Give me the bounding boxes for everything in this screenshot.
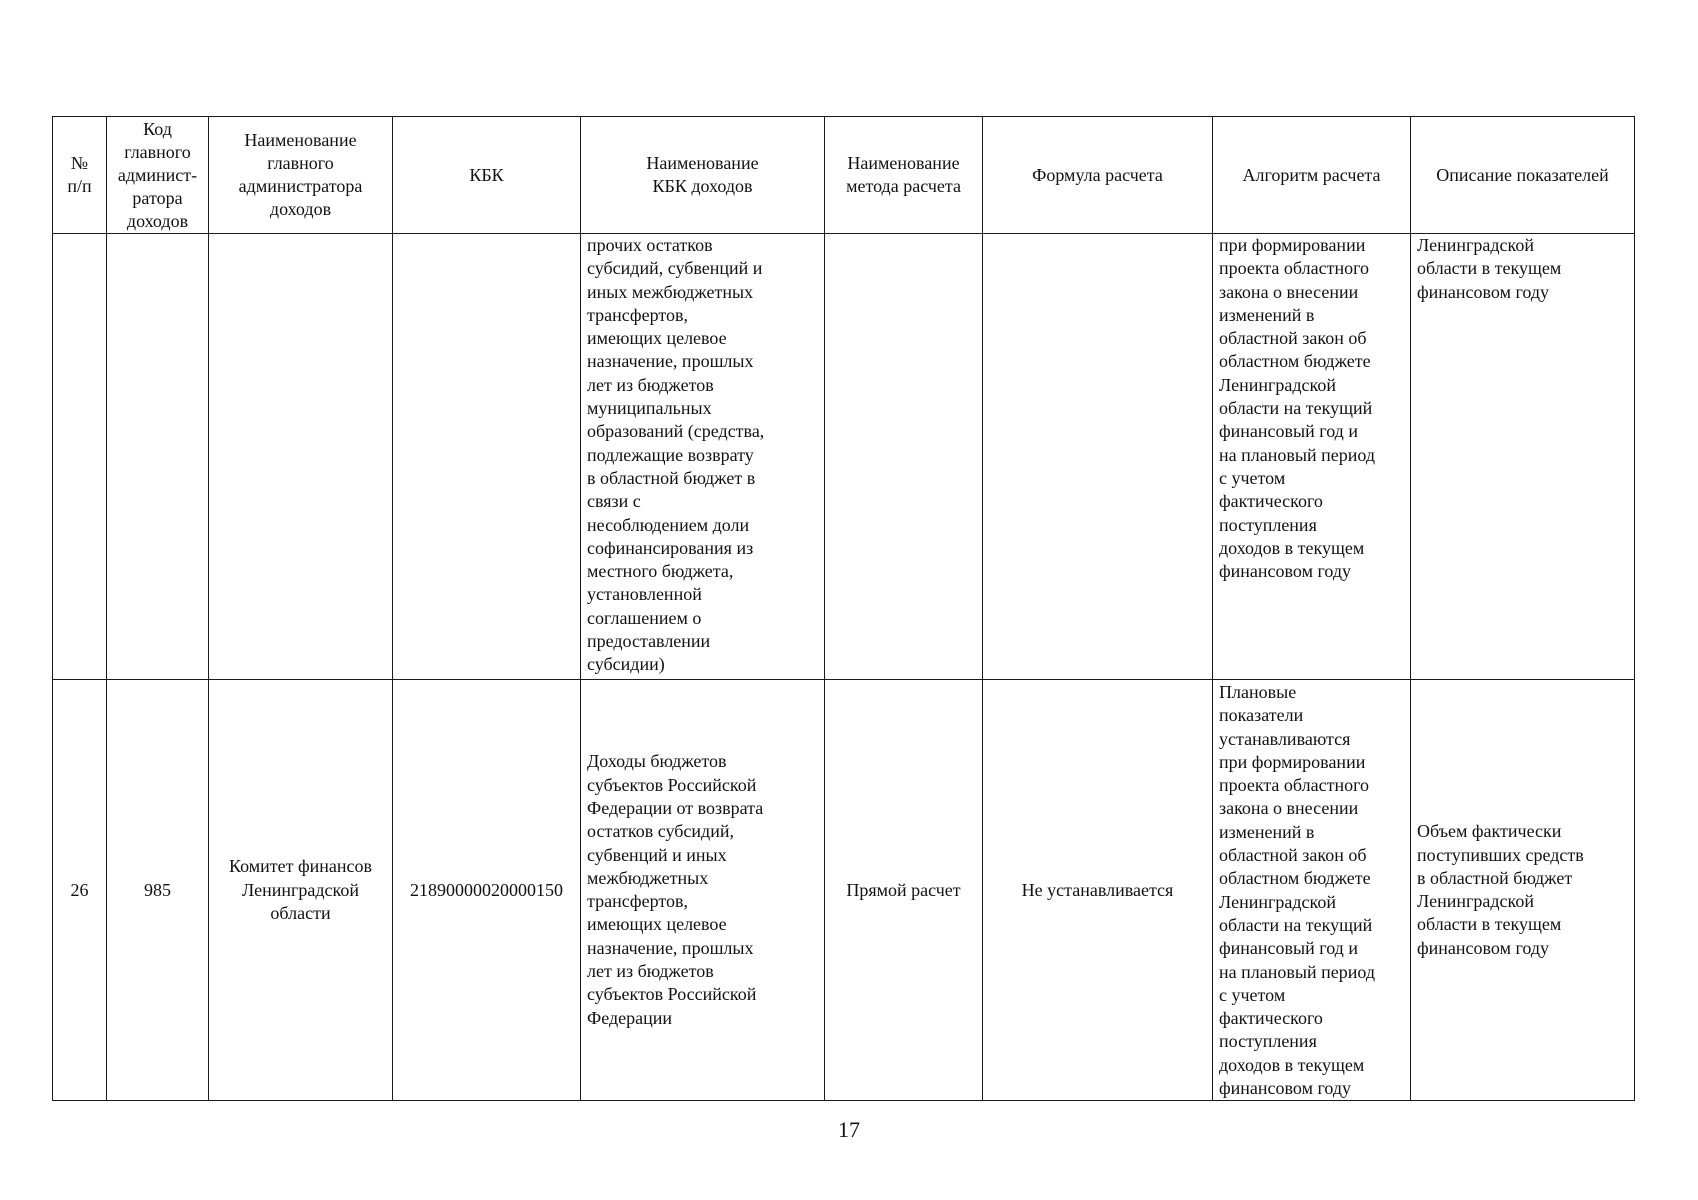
cell-description xyxy=(1411,680,1635,1101)
page-number: 17 xyxy=(838,1117,860,1142)
header-kbk xyxy=(393,117,581,234)
cell-num xyxy=(53,234,107,680)
header-method xyxy=(825,117,983,234)
header-admin-name-label: Наименование главного администратора доходов xyxy=(238,130,363,219)
kbk-name-text: прочих остатков субсидий, субвенций и иных межбюджетных трансфертов, имеющих целевое назначение, прошлых лет из бюджетов муниципальных образований (средства, подлежащие возврату в областной бюджет в связи с несоблюдением доли софинансирования из местного бюджета, установленной соглашением о предоставлении субсидии) xyxy=(587,235,765,675)
cell-formula xyxy=(983,234,1213,680)
header-num-label: № п/п xyxy=(67,153,92,196)
admin-name-text: Комитет финансов Ленинградской области xyxy=(228,856,373,923)
header-kbk-name xyxy=(581,117,825,234)
header-admin-code-label: Код главного админист- ратора доходов xyxy=(117,118,198,231)
cell-kbk-name xyxy=(581,234,825,680)
revenue-methods-table xyxy=(52,116,1635,1101)
cell-algorithm xyxy=(1213,680,1411,1101)
header-formula-label: Формула расчета xyxy=(1032,164,1163,185)
kbk-name-text: Доходы бюджетов субъектов Российской Федерации от возврата остатков субсидий, субвенций и иных межбюджетных трансфертов, имеющих целевое назначение, прошлых лет из бюджетов субъектов Российской Федерации xyxy=(587,751,764,1028)
cell-admin-name xyxy=(209,234,393,680)
header-algorithm xyxy=(1213,117,1411,234)
header-admin-code xyxy=(107,117,209,234)
cell-kbk-name xyxy=(581,680,825,1101)
table-row-continuation xyxy=(53,234,1635,680)
cell-admin-code xyxy=(107,234,209,680)
header-admin-name xyxy=(209,117,393,234)
table-row-26 xyxy=(53,680,1635,1101)
cell-admin-name xyxy=(209,680,393,1101)
header-kbk-name-label: Наименование КБК доходов xyxy=(646,153,759,196)
header-description-label: Описание показателей xyxy=(1436,164,1609,185)
header-kbk-label: КБК xyxy=(469,164,504,185)
header-num xyxy=(53,117,107,234)
cell-algorithm xyxy=(1213,234,1411,680)
cell-method: Прямой расчет xyxy=(825,680,983,1101)
cell-description xyxy=(1411,234,1635,680)
header-description xyxy=(1411,117,1635,234)
cell-kbk xyxy=(393,234,581,680)
cell-method xyxy=(825,234,983,680)
cell-num: 26 xyxy=(53,680,107,1101)
algorithm-text: Плановые показатели устанавливаются при формировании проекта областного закона о внесении изменений в областной закон об областном бюджете Ленинградской области на текущий финансовый год и на плановый период с учетом фактического поступления доходов в текущем финансовом году xyxy=(1219,682,1375,1099)
header-formula xyxy=(983,117,1213,234)
description-text: Ленинградской области в текущем финансовом году xyxy=(1417,235,1562,302)
table-header-row xyxy=(53,117,1635,234)
header-method-label: Наименование метода расчета xyxy=(846,153,961,196)
algorithm-text: при формировании проекта областного закона о внесении изменений в областной закон об областном бюджете Ленинградской области на текущий финансовый год и на плановый период с учетом фактического поступления доходов в текущем финансовом году xyxy=(1219,235,1375,582)
cell-admin-code: 985 xyxy=(107,680,209,1101)
description-text: Объем фактически поступивших средств в областной бюджет Ленинградской области в текущем финансовом году xyxy=(1417,821,1584,958)
header-algorithm-label: Алгоритм расчета xyxy=(1242,164,1381,185)
cell-kbk: 21890000020000150 xyxy=(393,680,581,1101)
cell-formula: Не устанавливается xyxy=(983,680,1213,1101)
